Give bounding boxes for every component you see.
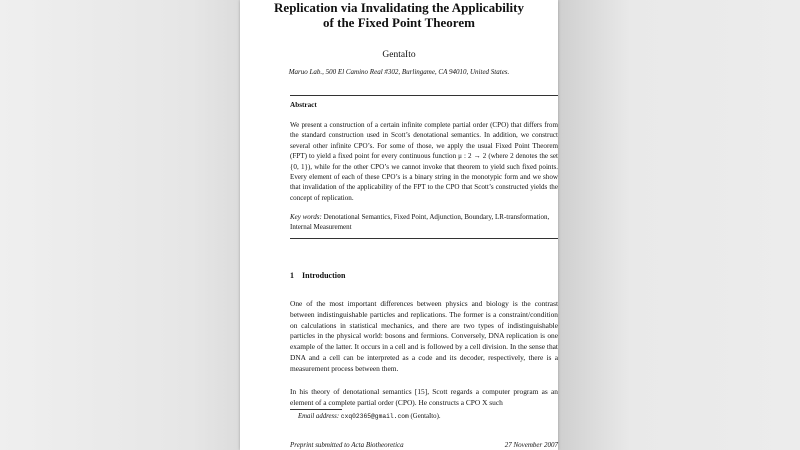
title-line-2: of the Fixed Point Theorem [323, 15, 475, 30]
section-heading-introduction [290, 271, 345, 280]
title-line-1: Replication via Invalidating the Applicability [274, 0, 524, 15]
abstract-heading: Abstract [290, 101, 317, 109]
keywords-label: Key words: [290, 213, 322, 221]
abstract-text: We present a construction of a certain infinite complete partial order (CPO) that differs from the standard construction used in Scott’s denotational semantics. In addition, we construct several other infinite CPO’s. For some of those, we apply the usual Fixed Point Theorem (FPT) to yield a fixed point for every continuous function μ : 2 → 2 (where 2 denotes the set {0, 1}), while for the other CPO’s we cannot invoke that theorem to yield such fixed points. Every element of each of these CPO’s is a binary string in the monotypic form and we show that invalidation of the applicability of the FPT to the CPO that Scott’s constructed yields the concept of replication. [290, 121, 558, 202]
footnote-name: (GentaIto). [410, 413, 441, 420]
preprint-note: Preprint submitted to Acta Biotheoretica [290, 441, 404, 449]
abstract-top-rule [290, 95, 558, 96]
footnote-rule [290, 409, 342, 410]
footnote [298, 413, 441, 420]
keywords [290, 212, 558, 233]
author-name: GentaIto [382, 50, 416, 60]
intro-paragraph-1: One of the most important differences between physics and biology is the contrast between indistinguishable particles and replications. The former is a constraint/condition on calculations in statistical mechanics, and there are two types of indistinguishable particles in the physical world: bosons and fermions. Conversely, DNA replication is one example of the latter. It occurs in a cell and is followed by a cell division. In the sense that DNA and a cell can be interpreted as a code and its decoder, respectively, there is a measurement process between them. [290, 299, 558, 373]
keywords-list: Denotational Semantics, Fixed Point, Adjunction, Boundary, LR-transformation, Internal Measurement [290, 213, 550, 232]
section-number: 1 [290, 271, 294, 280]
viewer-background-right [558, 0, 800, 450]
author-affiliation: Maruo Lab., 500 El Camino Real #302, Burlingame, CA 94010, United States. [288, 68, 510, 76]
abstract-bottom-rule [290, 238, 558, 239]
preprint-date: 27 November 2007 [504, 441, 558, 449]
paper-title [240, 0, 558, 30]
viewer-background-left [0, 0, 240, 450]
document-page [240, 0, 558, 450]
section-title: Introduction [302, 271, 346, 280]
footnote-label: Email address: [298, 413, 340, 420]
footnote-email: cxq02365@gmail.com [340, 413, 409, 420]
intro-paragraph-2: In his theory of denotational semantics [15], Scott regards a computer program as an element of a complete partial order (CPO). He constructs a CPO X such [290, 387, 558, 407]
